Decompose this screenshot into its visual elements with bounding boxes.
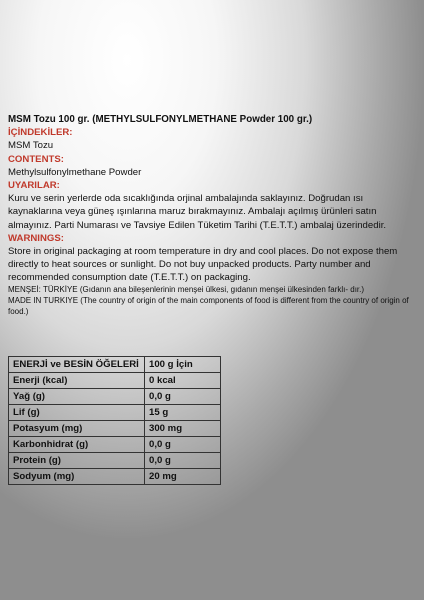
table-row	[9, 373, 221, 389]
table-cell: Karbonhidrat (g)	[9, 437, 145, 453]
table-cell: Yağ (g)	[9, 389, 145, 405]
made-in-text: MADE IN TURKIYE (The country of origin of the main components of food is different from the country of origin of food.)	[8, 296, 409, 317]
table-cell: Sodyum (mg)	[9, 469, 145, 485]
table-row	[9, 405, 221, 421]
uyarilar-text: Kuru ve serin yerlerde oda sıcaklığında orjinal ambalajında saklayınız. Doğrudan ısı kaynaklarına veya güneş ışınlarına maruz bırakmayınız. Ambalajı açılmış ürünleri satın almayınız. Parti Numarası ve Tavsiye Edilen Tüketim Tarihi (T.E.T.T.) ambalaj üzerindedir.	[8, 193, 387, 231]
table-header-row	[9, 357, 221, 373]
table-cell: 0,0 g	[145, 389, 221, 405]
product-label	[8, 113, 418, 318]
product-title: MSM Tozu 100 gr. (METHYLSULFONYLMETHANE Powder 100 gr.)	[8, 114, 313, 125]
table-row	[9, 469, 221, 485]
table-cell: 20 mg	[145, 469, 221, 485]
table-cell: 300 mg	[145, 421, 221, 437]
mensei-text: MENŞEİ: TÜRKİYE (Gıdanın ana bileşenlerinin menşei ülkesi, gıdanın menşei ülkesinden farklı- dır.)	[8, 284, 365, 294]
table-cell: Protein (g)	[9, 453, 145, 469]
contents-heading: CONTENTS:	[8, 153, 64, 165]
table-row	[9, 453, 221, 469]
table-cell: 0,0 g	[145, 437, 221, 453]
icindekiler-text: MSM Tozu	[8, 140, 54, 152]
table-cell: 0,0 g	[145, 453, 221, 469]
nutrition-table	[8, 356, 221, 485]
table-cell: Lif (g)	[9, 405, 145, 421]
contents-text: Methylsulfonylmethane Powder	[8, 166, 142, 178]
warnings-text: Store in original packaging at room temperature in dry and cool places. Do not expose them directly to heat sources or sunlight. Do not buy unpacked products. Party number and recommended consumption date (T.E.T.T.) on packaging.	[8, 246, 398, 284]
table-cell: 0 kcal	[145, 373, 221, 389]
uyarilar-heading: UYARILAR:	[8, 180, 60, 192]
warnings-heading: WARNINGS:	[8, 232, 64, 244]
table-cell: 15 g	[145, 405, 221, 421]
table-cell: Potasyum (mg)	[9, 421, 145, 437]
table-row	[9, 389, 221, 405]
table-row	[9, 437, 221, 453]
table-cell: Enerji (kcal)	[9, 373, 145, 389]
table-header-cell: ENERJİ ve BESİN ÖĞELERİ	[9, 357, 145, 373]
table-header-cell: 100 g İçin	[145, 357, 221, 373]
table-row	[9, 421, 221, 437]
icindekiler-heading: İÇİNDEKİLER:	[8, 127, 73, 139]
